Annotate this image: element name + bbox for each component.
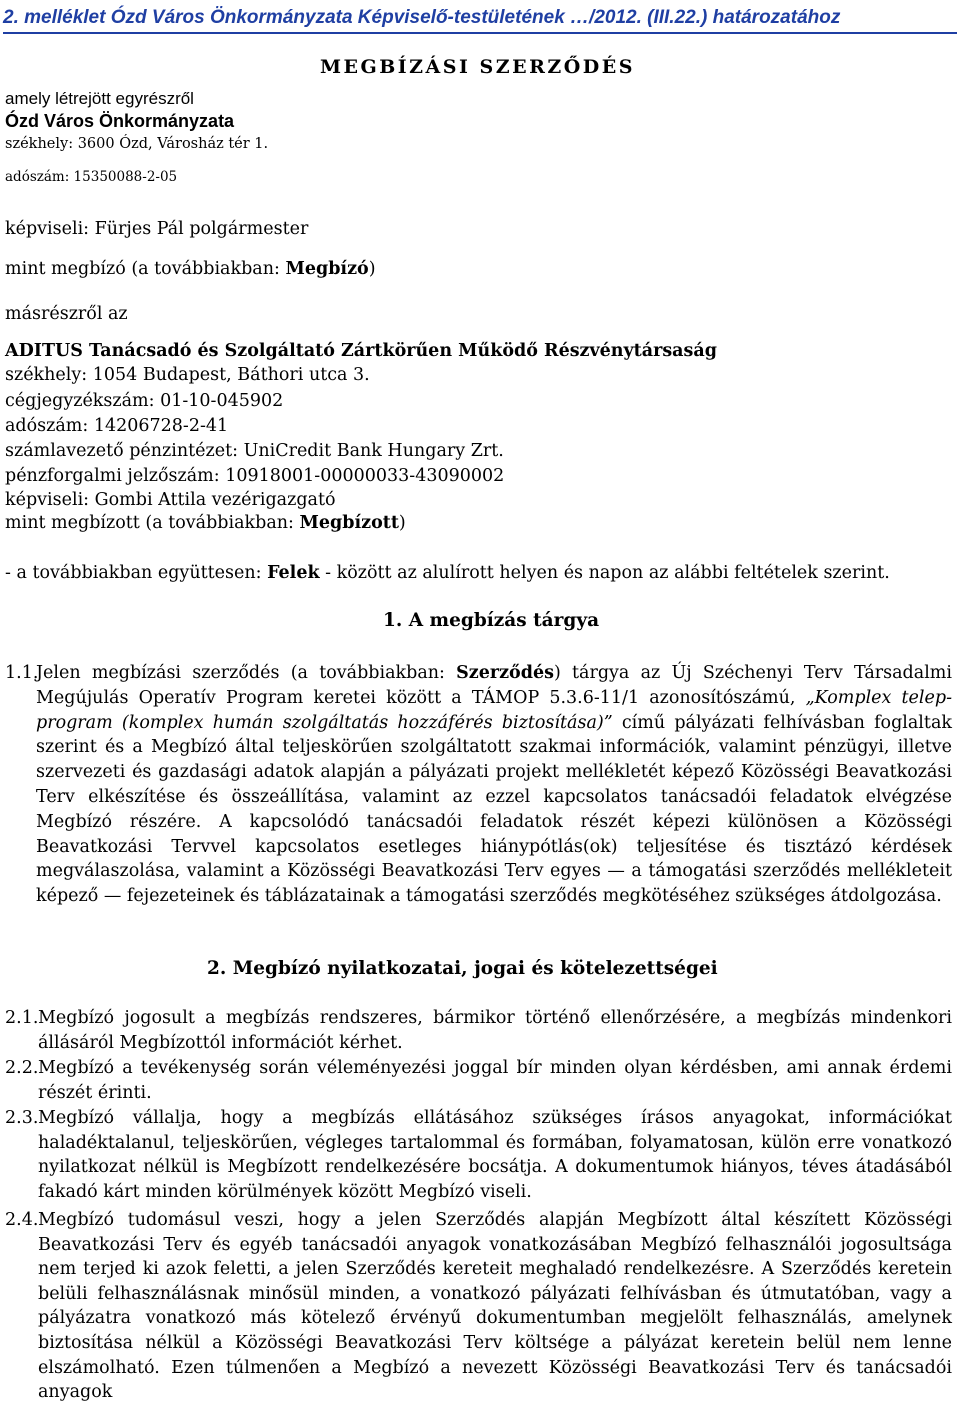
party2-tax: adószám: 14206728-2-41 [5, 416, 229, 436]
item-2-4-number: 2.4. [5, 1210, 39, 1230]
parties-line: - a továbbiakban együttesen: Felek - között az alulírott helyen és napon az alábbi feltételek szerint. [5, 563, 890, 583]
item-2-1-number: 2.1. [5, 1008, 39, 1028]
party2-representative: képviseli: Gombi Attila vezérigazgató [5, 490, 336, 510]
item-2-3-number: 2.3. [5, 1108, 39, 1128]
party1-tax: adószám: 15350088-2-05 [5, 169, 178, 185]
party2-seat: székhely: 1054 Budapest, Báthori utca 3. [5, 365, 370, 385]
section2-heading: 2. Megbízó nyilatkozatai, jogai és kötelezettségei [207, 958, 718, 979]
party2-name: ADITUS Tanácsadó és Szolgáltató Zártkörűen Működő Részvénytársaság [5, 341, 717, 361]
item-2-4-text: Megbízó tudomásul veszi, hogy a jelen Szerződés alapján Megbízott által készített Közösségi Beavatkozási Terv és egyéb tanácsadói anyagok vonatkozásában Megbízó felhasználói jogosultsága nem terjed ki azok feletti, a jelen Szerződés kereteit meghaladó rendelkezésre. A Szerződés keretein belüli felhasználásnak minősül minden, a vonatkozó pályázati felhívásban és útmutatóban, vagy a pályázatra vonatkozó más kötelező érvényű dokumentumban megjelölt felhasználás, amelynek biztosítása nélkül a Közösségi Beavatkozási Terv költsége a pályázat keretein belül nem lenne elszámolható. Ezen túlmenően a Megbízó a nevezett Közösségi Beavatkozási Terv és tanácsadói anyagok [38, 1210, 952, 1403]
section1-heading: 1. A megbízás tárgya [383, 610, 600, 631]
party2-intro: másrészről az [5, 304, 128, 324]
party2-role: mint megbízott (a továbbiakban: Megbízott) [5, 513, 406, 533]
party2-account: pénzforgalmi jelzőszám: 10918001-00000033-43090002 [5, 466, 505, 486]
item-2-2-number: 2.2. [5, 1058, 39, 1078]
item-2-1-text: Megbízó jogosult a megbízás rendszeres, bármikor történő ellenőrzésére, a megbízás mindenkori állásáról Megbízottól információt kérhet. [38, 1008, 952, 1053]
party1-seat: székhely: 3600 Ózd, Városház tér 1. [5, 136, 269, 152]
party1-name: Ózd Város Önkormányzata [5, 111, 235, 131]
party2-bank: számlavezető pénzintézet: UniCredit Bank Hungary Zrt. [5, 441, 504, 461]
item-2-3-text: Megbízó vállalja, hogy a megbízás ellátásához szükséges írásos anyagokat, információkat haladéktalanul, teljeskörűen, végleges tartalommal és formában, folyamatosan, külön erre vonatkozó nyilatkozat nélkül is Megbízott rendelkezésére bocsátja. A dokumentumok hiányos, téves átadásából fakadó kárt minden körülmények között Megbízó viseli. [38, 1108, 952, 1202]
section1-item-number: 1.1. [5, 663, 39, 683]
party1-representative: képviseli: Fürjes Pál polgármester [5, 219, 309, 239]
party1-intro: amely létrejött egyrészről [5, 89, 194, 108]
party1-role: mint megbízó (a továbbiakban: Megbízó) [5, 259, 376, 279]
item-2-2-text: Megbízó a tevékenység során véleményezési joggal bír minden olyan kérdésben, ami annak érdemi részét érinti. [38, 1058, 952, 1103]
party2-registration: cégjegyzékszám: 01-10-045902 [5, 391, 284, 411]
document-title: MEGBÍZÁSI SZERZŐDÉS [320, 56, 635, 78]
section1-paragraph: Jelen megbízási szerződés (a továbbiakban: Szerződés) tárgya az Új Széchenyi Terv Társadalmi Megújulás Operatív Program keretei között a TÁMOP 5.3.6-11/1 azonosítószámú, „Komplex telep- program (komplex humán szolgáltatás hozzáférés biztosítása)” című pályázati felhívásban foglaltak szerint és a Megbízó által teljeskörűen szolgáltatott szakmai információk, valamint pénzügyi, illetve szervezeti és gazdasági adatok alapján a pályázati projekt mellékletét képező Közösségi Beavatkozási Terv elkészítése és összeállítása, valamint az ezzel kapcsolatos tanácsadói feladatok elvégzése Megbízó részére. A kapcsolódó tanácsadói feladatok részét képezi különösen a Közösségi Beavatkozási Tervvel kapcsolatos esetleges hiánypótlás(ok) teljesítése és tisztázó kérdések megválaszolása, valamint a Közösségi Beavatkozási Terv egyes — a támogatási szerződés mellékleteit képező — fejezeteinek és táblázatainak a támogatási szerződés megkötéséhez szükséges átdolgozása. [36, 663, 952, 907]
document-header: 2. melléklet Ózd Város Önkormányzata Képviselő-testületének …/2012. (III.22.) határozatához [3, 7, 957, 34]
